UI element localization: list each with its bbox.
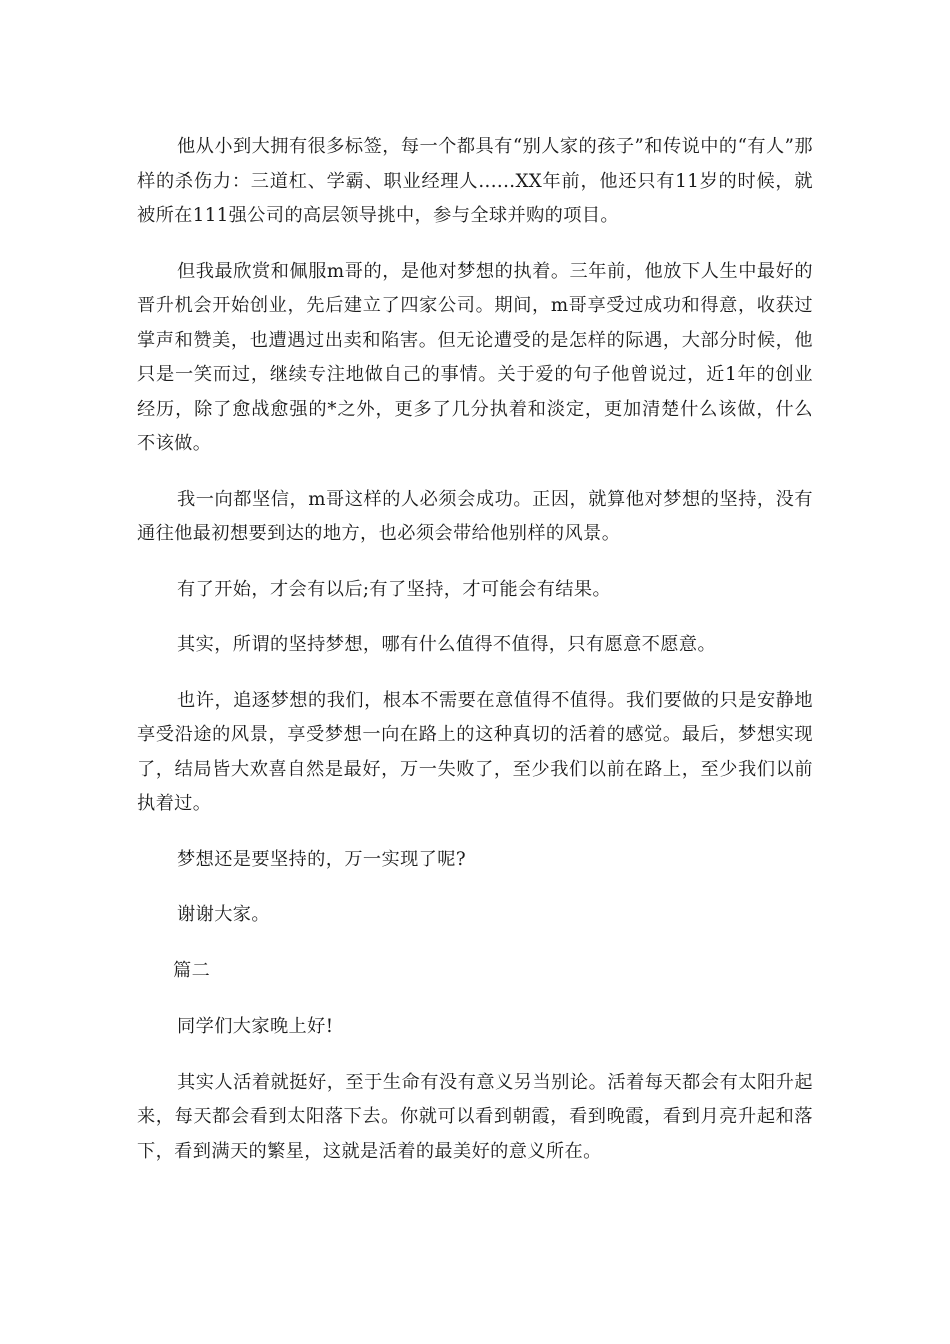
paragraph-chasing-dreams: 也许，追逐梦想的我们，根本不需要在意值得不值得。我们要做的只是安静地享受沿途的风景，享受梦想一向在路上的这种真切的活着的感觉。最后，梦想实现了，结局皆大欢喜自然是最好，万一失败了，至少我们以前在路上，至少我们以前执着过。 — [137, 689, 813, 814]
paragraph-admire-m-ge: 但我最欣赏和佩服m哥的，是他对梦想的执着。三年前，他放下人生中最好的晋升机会开始创业，先后建立了四家公司。期间，m哥享受过成功和得意，收获过掌声和赞美，也遭遇过出卖和陷害。但无论遭受的是怎样的际遇，大部分时候，他只是一笑而过，继续专注地做自己的事情。关于爱的句子他曾说过，近1年的创业经历，除了愈战愈强的*之外，更多了几分执着和淡定，更加清楚什么该做，什么不该做。 — [137, 260, 813, 454]
section-heading: 篇二 — [173, 959, 211, 981]
paragraph-thanks: 谢谢大家。 — [177, 904, 270, 925]
paragraph-worth-or-willing: 其实，所谓的坚持梦想，哪有什么值得不值得，只有愿意不愿意。 — [177, 634, 717, 655]
document-body — [137, 130, 813, 1190]
paragraph-start-and-persist: 有了开始，才会有以后;有了坚持，才可能会有结果。 — [177, 578, 612, 600]
paragraph-believe-success: 我一向都坚信，m哥这样的人必须会成功。正因，就算他对梦想的坚持，没有通往他最初想要到达的地方，也必须会带给他别样的风景。 — [137, 488, 813, 544]
paragraph-living-is-good: 其实人活着就挺好，至于生命有没有意义另当别论。活着每天都会有太阳升起来，每天都会看到太阳落下去。你就可以看到朝霞，看到晚霞，看到月亮升起和落下，看到满天的繁星，这就是活着的最美好的意义所在。 — [137, 1071, 813, 1162]
paragraph-greeting: 同学们大家晚上好! — [177, 1016, 334, 1037]
paragraph-labels-intro: 他从小到大拥有很多标签，每一个都具有“别人家的孩子”和传说中的“有人”那样的杀伤力：三道杠、学霸、职业经理人......XX年前，他还只有11岁的时候，就被所在111强公司的高层领导挑中，参与全球并购的项目。 — [137, 136, 813, 226]
paragraph-keep-dreaming: 梦想还是要坚持的，万一实现了呢? — [177, 848, 466, 870]
